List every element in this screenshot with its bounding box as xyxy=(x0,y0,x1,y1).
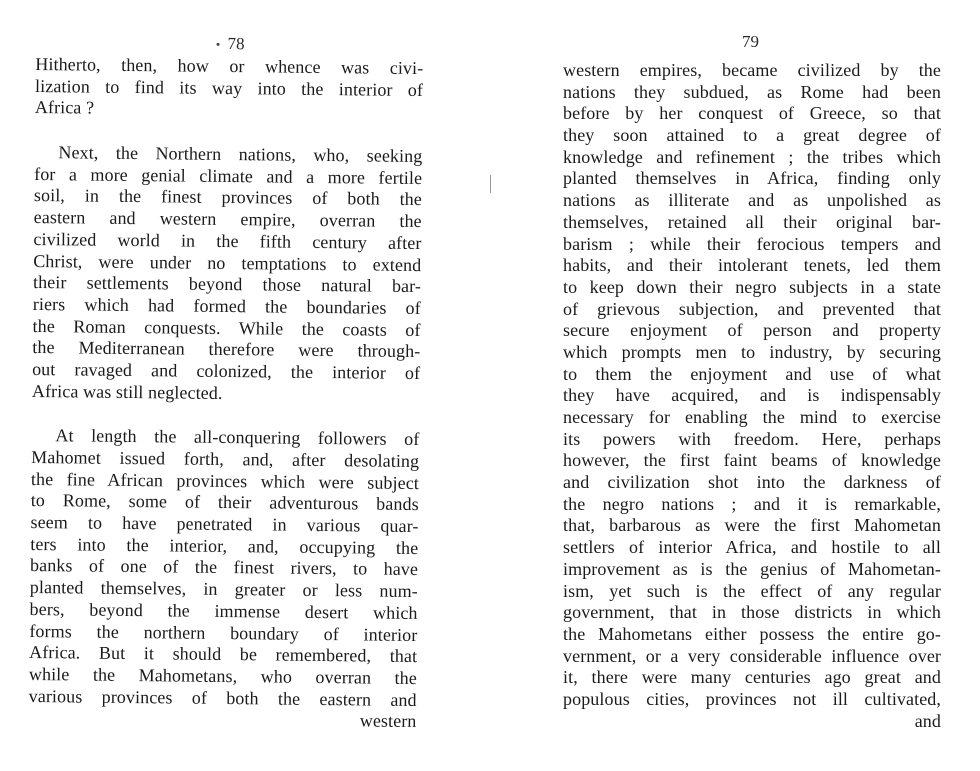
text-line: while the Mahometans, who overran the xyxy=(28,663,418,688)
text-line: to keep down their negro subjects in a state xyxy=(563,276,941,297)
text-line: populous cities, provinces not ill cultivated, xyxy=(563,688,941,709)
text-line: it, there were many centuries ago great and xyxy=(563,667,941,688)
text-line: Christ, were under no temptations to extend xyxy=(33,250,422,275)
text-line: their settlements beyond those natural bar- xyxy=(32,272,422,297)
text-line: various provinces of both the eastern and xyxy=(28,685,417,710)
text-line: which prompts men to industry, by securing xyxy=(563,341,941,362)
text-line: Next, the Northern nations, who, seeking xyxy=(58,142,423,167)
text-line: the fine African provinces which were subject xyxy=(30,468,420,493)
text-line: improvement as is the genius of Mahometan- xyxy=(563,558,941,579)
text-line: banks of one of the finest rivers, to have xyxy=(29,555,419,580)
text-line: soil, in the finest provinces of both the xyxy=(33,185,423,210)
text-line: they soon attained to a great degree of xyxy=(563,125,941,146)
text-line: settlers of interior Africa, and hostile to all xyxy=(563,537,941,558)
text-line: At length the all-conquering followers of xyxy=(55,425,420,450)
text-line: lization to find its way into the interior of xyxy=(34,75,424,100)
text-line: forms the northern boundary of interior xyxy=(29,620,418,645)
catchword-left: western xyxy=(359,710,417,732)
catchword-right: and xyxy=(914,710,941,731)
text-line: nations as illiterate and as unpolished as xyxy=(563,190,941,211)
text-line: secure enjoyment of person and property xyxy=(563,320,941,341)
right-page-text xyxy=(563,60,941,732)
text-line: riers which had formed the boundaries of xyxy=(32,293,421,318)
text-line: barism ; while their ferocious tempers and xyxy=(563,233,941,254)
text-line: ters into the interior, and, occupying the xyxy=(30,533,419,558)
text-line: planted themselves in Africa, finding only xyxy=(563,168,941,189)
text-line: Africa ? xyxy=(34,97,95,118)
page-number-left: 78 xyxy=(227,34,245,54)
text-line: that, barbarous as were the first Mahometan xyxy=(563,515,941,536)
text-line: Mahomet issued forth, and, after desolating xyxy=(31,446,420,472)
text-line: themselves, retained all their original bar- xyxy=(563,211,941,232)
text-line: and civilization shot into the darkness of xyxy=(563,472,941,493)
text-line: the Mahometans either possess the entire go- xyxy=(563,623,941,644)
text-line: to them the enjoyment and use of what xyxy=(563,363,941,384)
text-line: planted themselves, in greater or less num- xyxy=(29,577,418,602)
text-line: nations they subdued, as Rome had been xyxy=(563,81,941,102)
text-line: to Rome, some of their adventurous bands xyxy=(30,490,419,515)
text-line: they have acquired, and is indispensably xyxy=(563,385,941,406)
page-number-right: 79 xyxy=(742,32,759,51)
text-line: habits, and their intolerant tenets, led them xyxy=(563,255,941,276)
text-line: however, the first faint beams of knowledge xyxy=(563,450,941,471)
ink-speck xyxy=(217,43,220,46)
left-page-text xyxy=(28,54,423,733)
text-line: necessary for enabling the mind to exercise xyxy=(563,407,941,427)
text-line: Hitherto, then, how or whence was civi- xyxy=(35,53,424,79)
text-line: Africa. But it should be remembered, that xyxy=(29,642,418,667)
text-line: civilized world in the fifth century after xyxy=(33,228,422,253)
text-line: out ravaged and colonized, the interior of xyxy=(32,358,421,383)
text-line: seem to have penetrated in various quar- xyxy=(30,512,419,537)
text-line: eastern and western empire, overran the xyxy=(33,207,422,232)
text-line: western empires, became civilized by the xyxy=(563,60,941,80)
text-line: ism, yet such is the effect of any regular xyxy=(563,580,941,601)
left-page xyxy=(28,0,428,732)
text-line: vernment, or a very considerable influence over xyxy=(563,645,941,666)
text-line: government, that in those districts in which xyxy=(563,602,941,623)
text-line: for a more genial climate and a more fertile xyxy=(34,163,423,188)
text-line: the Roman conquests. While the coasts of xyxy=(32,315,421,340)
text-line: of grievous subjection, and prevented that xyxy=(563,298,941,319)
text-line: bers, beyond the immense desert which xyxy=(29,598,418,623)
text-line: the negro nations ; and it is remarkable, xyxy=(563,493,941,514)
gutter-mark xyxy=(490,175,491,193)
text-line: its powers with freedom. Here, perhaps xyxy=(563,428,941,449)
text-line: knowledge and refinement ; the tribes which xyxy=(563,146,941,167)
text-line: the Mediterranean therefore were through- xyxy=(32,337,421,362)
text-line: Africa was still neglected. xyxy=(31,380,223,403)
text-line: before by her conquest of Greece, so that xyxy=(563,103,941,124)
